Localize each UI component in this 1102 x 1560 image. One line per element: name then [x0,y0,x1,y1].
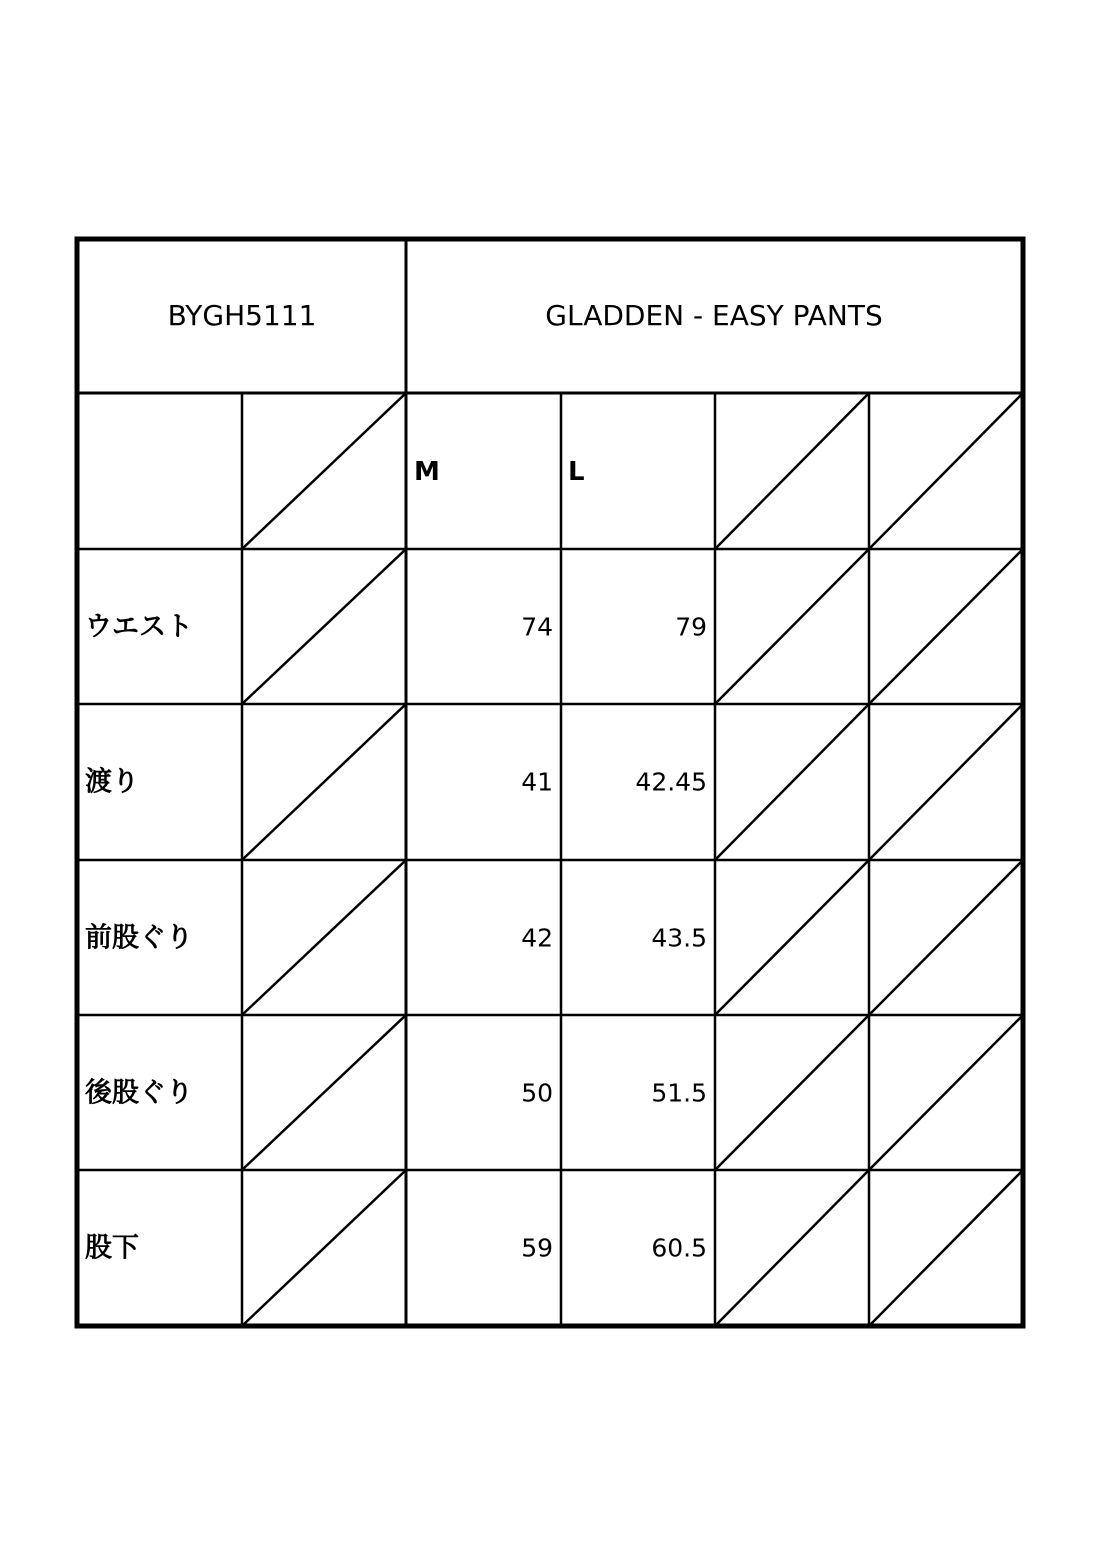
row-label-back-rise: 後股ぐり [85,1077,193,1109]
empty-cell-slash [869,1015,1023,1170]
empty-cell-slash [869,1170,1023,1326]
empty-cell-slash [715,393,869,549]
value-inseam-l: 60.5 [651,1233,707,1263]
value-waist-l: 79 [675,612,707,642]
empty-cell-slash [242,1015,406,1170]
empty-cell-slash [242,704,406,860]
value-thigh-m: 41 [521,767,553,797]
row-label-front-rise: 前股ぐり [85,922,193,954]
value-back-rise-m: 50 [521,1078,553,1108]
empty-cell-slash [715,860,869,1015]
value-inseam-m: 59 [521,1233,553,1263]
value-back-rise-l: 51.5 [651,1078,707,1108]
value-thigh-l: 42.45 [635,767,707,797]
value-front-rise-l: 43.5 [651,923,707,953]
empty-cell-slash [242,860,406,1015]
size-header-m: M [414,457,440,487]
row-label-waist: ウエスト [85,611,193,643]
size-header-l: L [568,457,585,487]
empty-cell-slash [869,860,1023,1015]
empty-cell-slash [715,704,869,860]
product-code: BYGH5111 [167,299,317,332]
empty-cell-slash [869,704,1023,860]
value-front-rise-m: 42 [521,923,553,953]
empty-cell-slash [242,393,406,549]
empty-cell-slash [242,1170,406,1326]
empty-cell-slash [242,549,406,704]
row-label-inseam: 股下 [85,1232,139,1264]
empty-cell-slash [715,549,869,704]
value-waist-m: 74 [521,612,553,642]
empty-cell-slash [869,549,1023,704]
row-label-thigh: 渡り [85,766,139,798]
empty-cell-slash [715,1170,869,1326]
empty-cell-slash [715,1015,869,1170]
product-name: GLADDEN - EASY PANTS [545,299,883,332]
empty-cell-slash [869,393,1023,549]
